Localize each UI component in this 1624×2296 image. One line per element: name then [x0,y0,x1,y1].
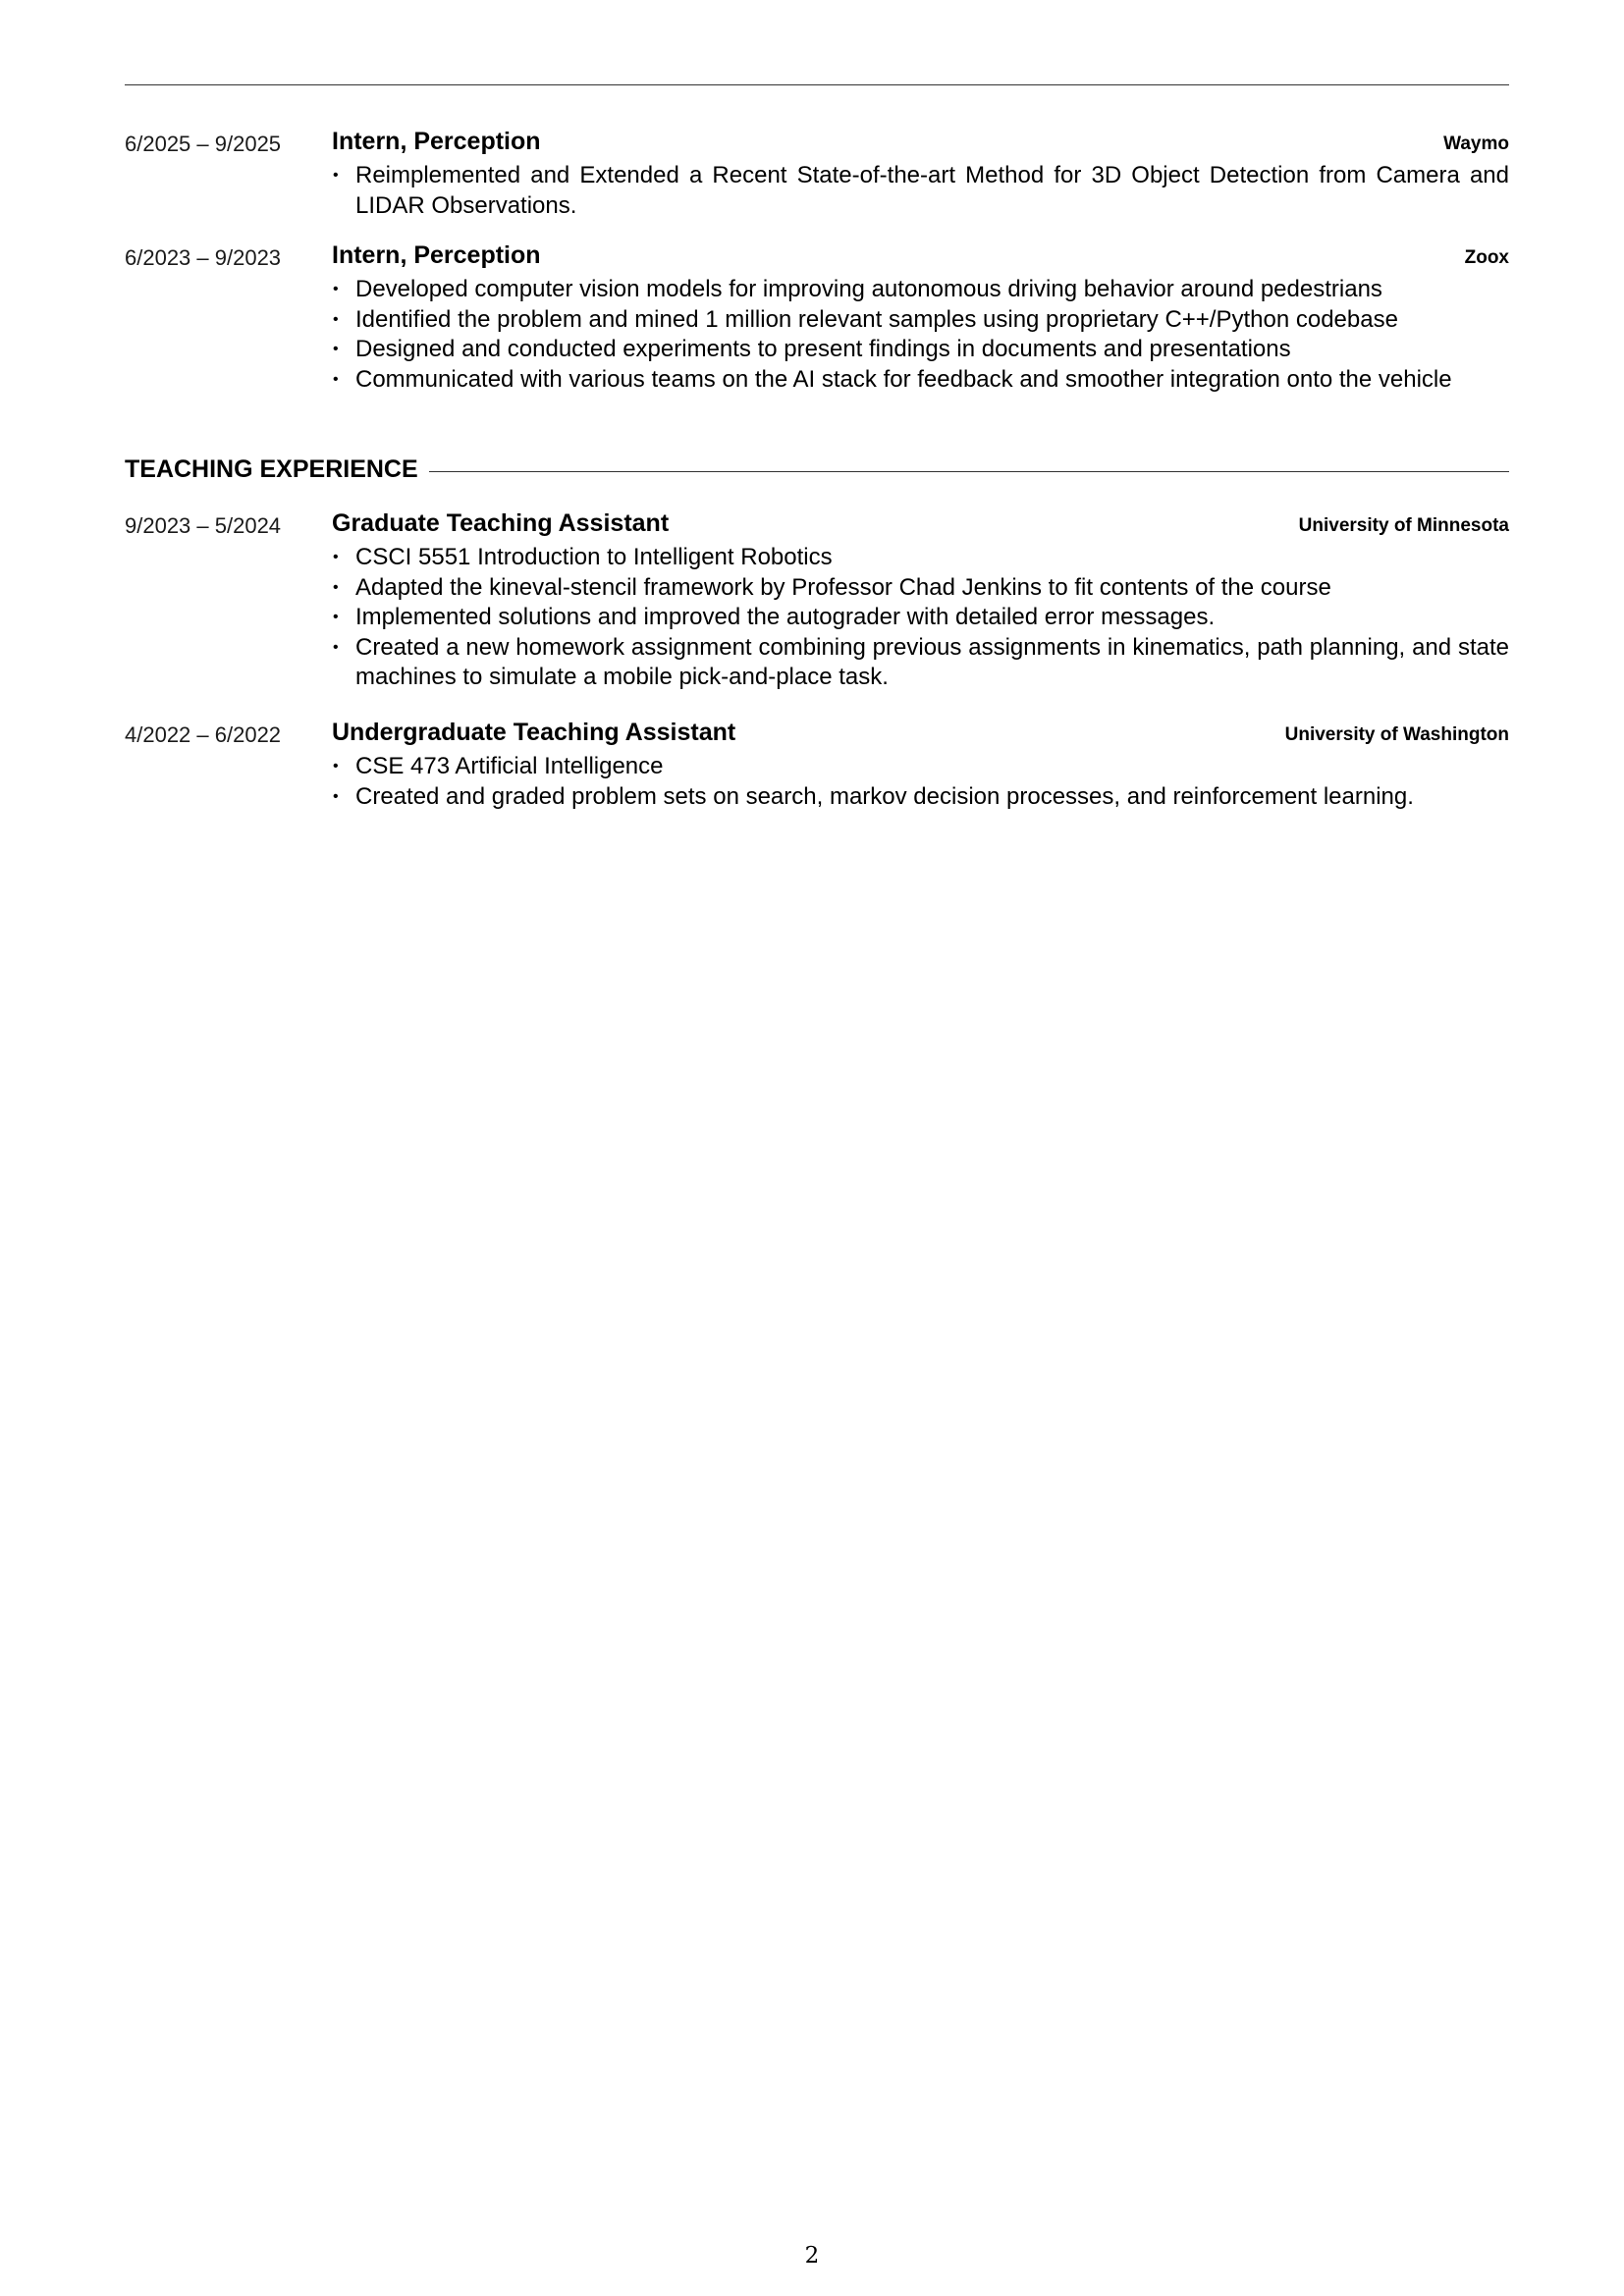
bullet-text: Adapted the kineval-stencil framework by Professor Chad Jenkins to fit contents of the course [355,573,1331,601]
page-number: 2 [804,2243,820,2269]
bullet-text: Identified the problem and mined 1 million relevant samples using proprietary C++/Python codebase [355,305,1398,333]
bullet-text: Reimplemented and Extended a Recent State-of-the-art Method for 3D Object Detection from Camera and LIDAR Observations. [355,162,1509,219]
work-entry-waymo [125,128,1509,221]
bullet-item [329,305,1509,336]
entry-bullets [329,275,1509,395]
resume-page [125,0,1509,2296]
entry-role: Undergraduate Teaching Assistant [332,719,736,746]
bullet-icon: • [333,310,339,328]
bullet-icon: • [333,578,339,596]
entry-dates: 9/2023 – 5/2024 [125,513,282,538]
entry-header [125,509,1509,543]
bullet-text: CSCI 5551 Introduction to Intelligent Robotics [355,544,833,570]
section-title: TEACHING EXPERIENCE [125,455,436,484]
bullet-icon: • [333,281,339,297]
bullet-text: Developed computer vision models for improving autonomous driving behavior around pedestrians [355,276,1382,302]
bullet-item [329,573,1509,604]
bullet-text: Communicated with various teams on the AI stack for feedback and smoother integration onto the vehicle [355,365,1452,393]
entry-bullets [329,161,1509,221]
entry-organization: Waymo [1443,133,1509,154]
bullet-icon: • [333,370,339,388]
bullet-text: Created a new homework assignment combining previous assignments in kinematics, path planning, and state machines to simulate a mobile pick-and-place task. [355,633,1509,690]
bullet-icon: • [333,167,339,184]
section-header-teaching [125,455,1509,487]
bullet-icon: • [333,549,339,565]
entry-header [125,241,1509,275]
bullet-icon: • [333,341,339,357]
entry-role: Intern, Perception [332,128,541,155]
bullet-item [329,752,1509,782]
bullet-item [329,335,1509,365]
bullet-item [329,161,1509,221]
entry-header [125,719,1509,752]
bullet-item [329,633,1509,693]
entry-dates: 6/2023 – 9/2023 [125,245,282,270]
entry-bullets [329,543,1509,693]
bullet-text: Created and graded problem sets on search, markov decision processes, and reinforcement learning. [355,782,1414,810]
bullet-item [329,365,1509,396]
bullet-item [329,275,1509,305]
bullet-text: Designed and conducted experiments to present findings in documents and presentations [355,336,1291,362]
bullet-icon: • [333,638,339,656]
entry-role: Intern, Perception [332,241,541,269]
bullet-item [329,543,1509,573]
bullet-icon: • [333,787,339,805]
entry-organization: Zoox [1464,247,1509,268]
entry-dates: 6/2025 – 9/2025 [125,132,282,156]
bullet-text: Implemented solutions and improved the autograder with detailed error messages. [355,604,1216,630]
teaching-entry-umn [125,509,1509,693]
bullet-item [329,603,1509,633]
bullet-text: CSE 473 Artificial Intelligence [355,753,664,779]
entry-bullets [329,752,1509,812]
teaching-entry-uw [125,719,1509,812]
entry-header [125,128,1509,161]
top-divider [125,84,1509,85]
entry-organization: University of Minnesota [1298,515,1509,536]
work-entry-zoox [125,241,1509,395]
bullet-icon: • [333,609,339,625]
entry-role: Graduate Teaching Assistant [332,509,670,537]
entry-organization: University of Washington [1284,724,1509,745]
bullet-item [329,782,1509,813]
bullet-icon: • [333,758,339,774]
entry-dates: 4/2022 – 6/2022 [125,722,282,747]
section-divider [429,471,1509,472]
